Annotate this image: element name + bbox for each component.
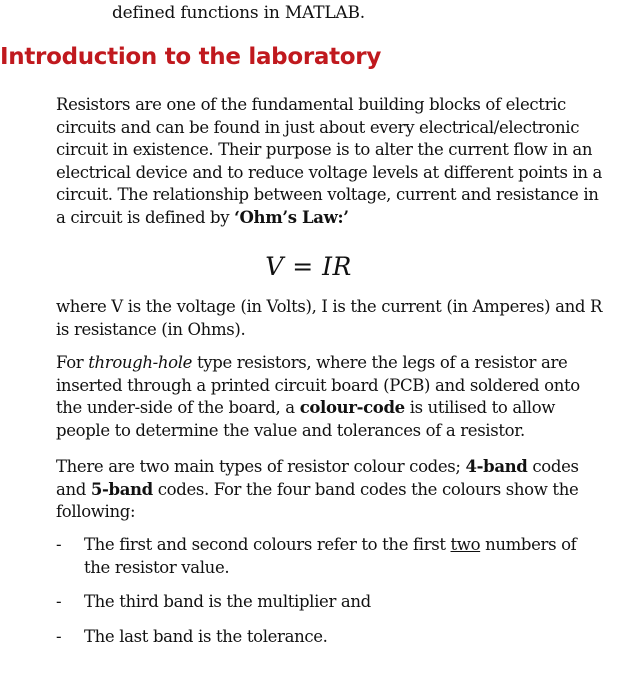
previous-section-text: defined functions in MATLAB. [112,3,366,23]
band-list [56,534,606,660]
list-item-text: The first and second colours refer to the first [84,535,451,554]
dash-bullet-icon: - [56,535,62,554]
list-item-text: numbers of the resistor value. [84,535,577,577]
dash-bullet-icon: - [56,626,62,646]
paragraph-band-types [56,456,606,524]
p3-pre: For [56,353,89,372]
five-band-term: 5-band [90,479,153,499]
ohms-law-label: ‘Ohm’s Law:’ [234,207,349,227]
p4-mid: codes and [56,457,579,499]
p3-mid: type resistors, where the legs of a resistor are inserted through a printed circuit board (PCB) and soldered onto the under-side of the board, a [56,353,580,417]
dash-bullet-icon: - [56,592,62,611]
paragraph-through-hole [56,352,606,442]
paragraph-intro [56,94,606,229]
underlined-two: two [450,535,481,554]
paragraph-variables: where V is the voltage (in Volts), I is the current (in Amperes) and R is resistance (in Ohms). [56,297,603,339]
paragraph-intro-text: Resistors are one of the fundamental building blocks of electric circuits and can be found in just about every electrical/electronic circuit in existence. Their purpose is to alter the current flow in an electrical device and to reduce voltage levels at different points in a circuit. The relationship between voltage, current and resistance in a circuit is defined by [56,95,603,227]
p3-post: is utilised to allow people to determine the value and tolerances of a resistor. [56,398,556,440]
colour-code-term: colour-code [299,398,405,417]
list-item-text: The last band is the tolerance. [84,626,328,646]
list-item-text: The third band is the multiplier and [84,592,371,611]
p4-pre: There are two main types of resistor colour codes; [56,457,466,476]
p4-post: codes. For the four band codes the colours show the following: [56,479,579,521]
four-band-term: 4-band [465,457,528,476]
list-item [56,534,606,579]
list-item [56,591,606,614]
section-heading: Introduction to the laboratory [0,44,382,70]
through-hole-term: through-hole [88,353,193,372]
ohms-law-equation: V = IR [265,252,352,281]
list-item [56,626,606,649]
